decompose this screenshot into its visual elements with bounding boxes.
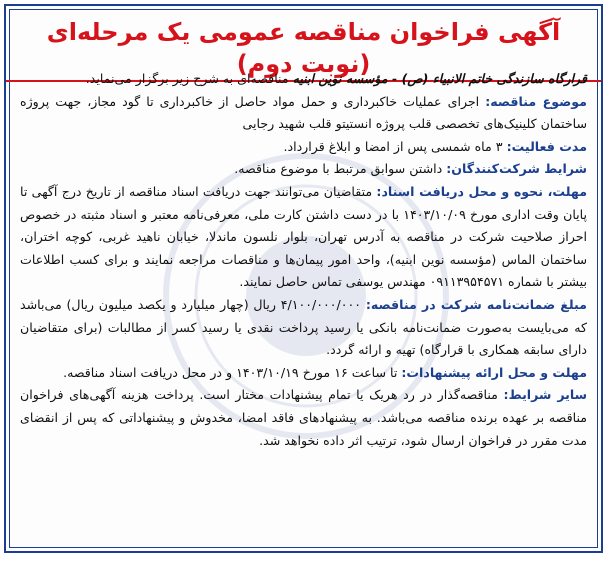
duration-label: مدت فعالیت:: [506, 138, 587, 154]
subject-paragraph: [20, 91, 587, 136]
notice-frame: [4, 4, 603, 553]
subject-label: موضوع مناقصه:: [485, 93, 587, 109]
subject-text: اجرای عملیات خاکبرداری و حمل مواد حاصل از خاکبرداری تا گود مجاز، جهت پروژه ساختمان کلینیک‌های تخصصی قلب پروژه انستیتو قلب شهید رجایی: [20, 93, 587, 132]
conditions-label: شرایط شرکت‌کنندگان:: [446, 161, 587, 177]
guarantee-label: مبلغ ضمانت‌نامه شرکت در مناقصه:: [365, 296, 587, 312]
other-conditions-text: مناقصه‌گذار در رد هریک یا تمام پیشنهادات مختار است. پرداخت هزینه آگهی‌های فراخوان مناقصه بر عهده برنده مناقصه می‌باشد. به پیشنهادهای فاقد امضا، مخدوش و پیشنهاداتی که پس از انقضای مدت مقرر در فراخوان ارسال شود، ترتیب اثر داده نخواهد شد.: [20, 387, 587, 448]
organizer-name: قرارگاه سازندگی خاتم الانبیاء (ص) - مؤسسه نوین ابنیه: [292, 71, 587, 86]
intro-paragraph: [20, 68, 587, 91]
duration-text: ۳ ماه شمسی پس از امضا و ابلاغ قرارداد.: [283, 138, 507, 154]
documents-label: مهلت، نحوه و محل دریافت اسناد:: [376, 183, 587, 199]
conditions-text: داشتن سوابق مرتبط با موضوع مناقصه.: [234, 161, 447, 177]
conditions-paragraph: [20, 158, 587, 181]
documents-paragraph: [20, 181, 587, 294]
documents-text: متقاضیان می‌توانند جهت دریافت اسناد مناقصه از تاریخ درج آگهی تا پایان وقت اداری مورخ ۱۴۰۳/۱۰/۰۹ با در دست داشتن کارت ملی، معرفی‌نامه معتبر و اسناد مثبته در خصوص احراز صلاحیت شرکت در مناقصه به آدرس تهران، بلوار نلسون ماندلا، خیابان ناهید غربی، کوچه اختران، ساختمان الماس (مؤسسه نوین ابنیه)، واحد امور پیمان‌ها و مناقصات مراجعه نمایند و برای کسب اطلاعات بیشتر با شماره ۰۹۱۱۳۹۵۴۵۷۱ مهندس یوسفی تماس حاصل نمایند.: [20, 183, 588, 290]
duration-paragraph: [20, 136, 587, 159]
guarantee-text: ۴/۱۰۰/۰۰۰/۰۰۰ ریال (چهار میلیارد و یکصد میلیون ریال) می‌باشد که می‌بایست به‌صورت ضمانت‌نامه بانکی یا رسید پرداخت نقدی یا رسید کسر از مطالبات (برای متقاضیان دارای سابقه همکاری با قرارگاه) تهیه و ارائه گردد.: [20, 296, 587, 358]
guarantee-paragraph: [20, 294, 587, 362]
other-conditions-label: سایر شرایط:: [503, 387, 587, 403]
deadline-label: مهلت و محل ارائه پیشنهادات:: [401, 364, 587, 380]
notice-title: آگهی فراخوان مناقصه عمومی یک مرحله‌ای (نوبت دوم): [6, 16, 601, 82]
notice-body: [20, 68, 587, 452]
other-conditions-paragraph: [20, 384, 587, 452]
intro-text: مناقصه‌ای به شرح زیر برگزار می‌نماید.: [85, 71, 293, 86]
deadline-paragraph: [20, 362, 587, 385]
deadline-text: تا ساعت ۱۶ مورخ ۱۴۰۳/۱۰/۱۹ و در محل دریافت اسناد مناقصه.: [63, 364, 402, 380]
